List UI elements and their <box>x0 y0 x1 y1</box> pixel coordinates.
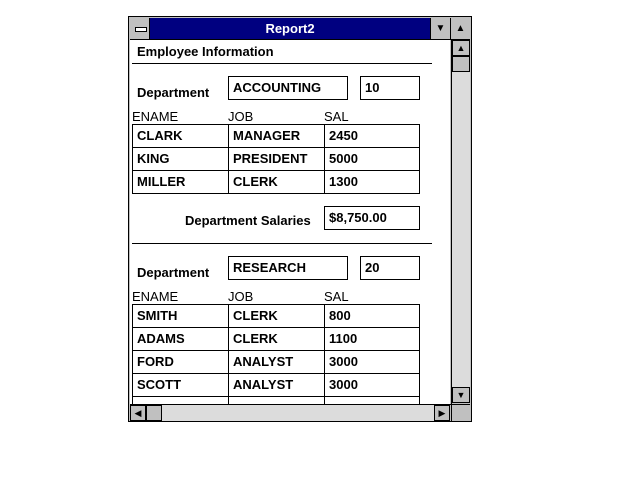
cell-sal: 1300 <box>324 170 420 194</box>
column-header-sal: SAL <box>324 109 349 124</box>
department-salaries-total: $8,750.00 <box>324 206 420 230</box>
cell-sal <box>324 396 420 404</box>
column-header-job: JOB <box>228 109 254 124</box>
cell-job: ANALYST <box>228 373 325 397</box>
cell-job: CLERK <box>228 327 325 351</box>
scroll-right-icon[interactable]: ▶ <box>434 405 450 421</box>
column-header-job: JOB <box>228 289 254 304</box>
title-bar[interactable] <box>130 18 470 40</box>
cell-ename: SMITH <box>132 304 229 328</box>
column-header-ename: ENAME <box>132 109 179 124</box>
cell-job: MANAGER <box>228 124 325 148</box>
cell-job: PRESIDENT <box>228 147 325 171</box>
scrollbar-corner <box>451 404 470 421</box>
cell-ename <box>132 396 229 404</box>
department-label: Department <box>137 265 210 280</box>
vertical-scroll-thumb[interactable] <box>452 56 470 72</box>
scroll-down-icon[interactable]: ▼ <box>452 387 470 403</box>
cell-ename: FORD <box>132 350 229 374</box>
scroll-up-icon[interactable]: ▲ <box>452 40 470 56</box>
cell-ename: CLARK <box>132 124 229 148</box>
cell-sal: 3000 <box>324 350 420 374</box>
minimize-button[interactable]: ▼ <box>430 18 450 39</box>
department-name-field: ACCOUNTING <box>228 76 348 100</box>
vertical-scroll-track[interactable] <box>452 72 470 388</box>
cell-sal: 3000 <box>324 373 420 397</box>
scroll-left-icon[interactable]: ◀ <box>130 405 146 421</box>
cell-job: CLERK <box>228 170 325 194</box>
vertical-scrollbar[interactable] <box>451 40 470 404</box>
report-heading: Employee Information <box>137 44 274 59</box>
cell-ename: MILLER <box>132 170 229 194</box>
report-body <box>130 40 450 404</box>
cell-sal: 1100 <box>324 327 420 351</box>
cell-sal: 2450 <box>324 124 420 148</box>
cell-job: ANALYST <box>228 350 325 374</box>
department-number-field: 10 <box>360 76 420 100</box>
divider <box>132 243 432 244</box>
department-salaries-label: Department Salaries <box>185 213 311 228</box>
cell-sal: 800 <box>324 304 420 328</box>
system-menu-button[interactable] <box>130 18 150 39</box>
report-window <box>128 16 472 422</box>
department-name-field: RESEARCH <box>228 256 348 280</box>
divider <box>132 63 432 64</box>
cell-job <box>228 396 325 404</box>
column-header-ename: ENAME <box>132 289 179 304</box>
maximize-button[interactable]: ▲ <box>450 18 470 39</box>
cell-job: CLERK <box>228 304 325 328</box>
horizontal-scrollbar[interactable] <box>130 404 451 421</box>
department-label: Department <box>137 85 210 100</box>
column-header-sal: SAL <box>324 289 349 304</box>
cell-ename: SCOTT <box>132 373 229 397</box>
window-title: Report2 <box>265 21 315 36</box>
horizontal-scroll-track[interactable] <box>162 405 434 421</box>
horizontal-scroll-thumb[interactable] <box>146 405 162 421</box>
cell-sal: 5000 <box>324 147 420 171</box>
cell-ename: KING <box>132 147 229 171</box>
department-number-field: 20 <box>360 256 420 280</box>
cell-ename: ADAMS <box>132 327 229 351</box>
